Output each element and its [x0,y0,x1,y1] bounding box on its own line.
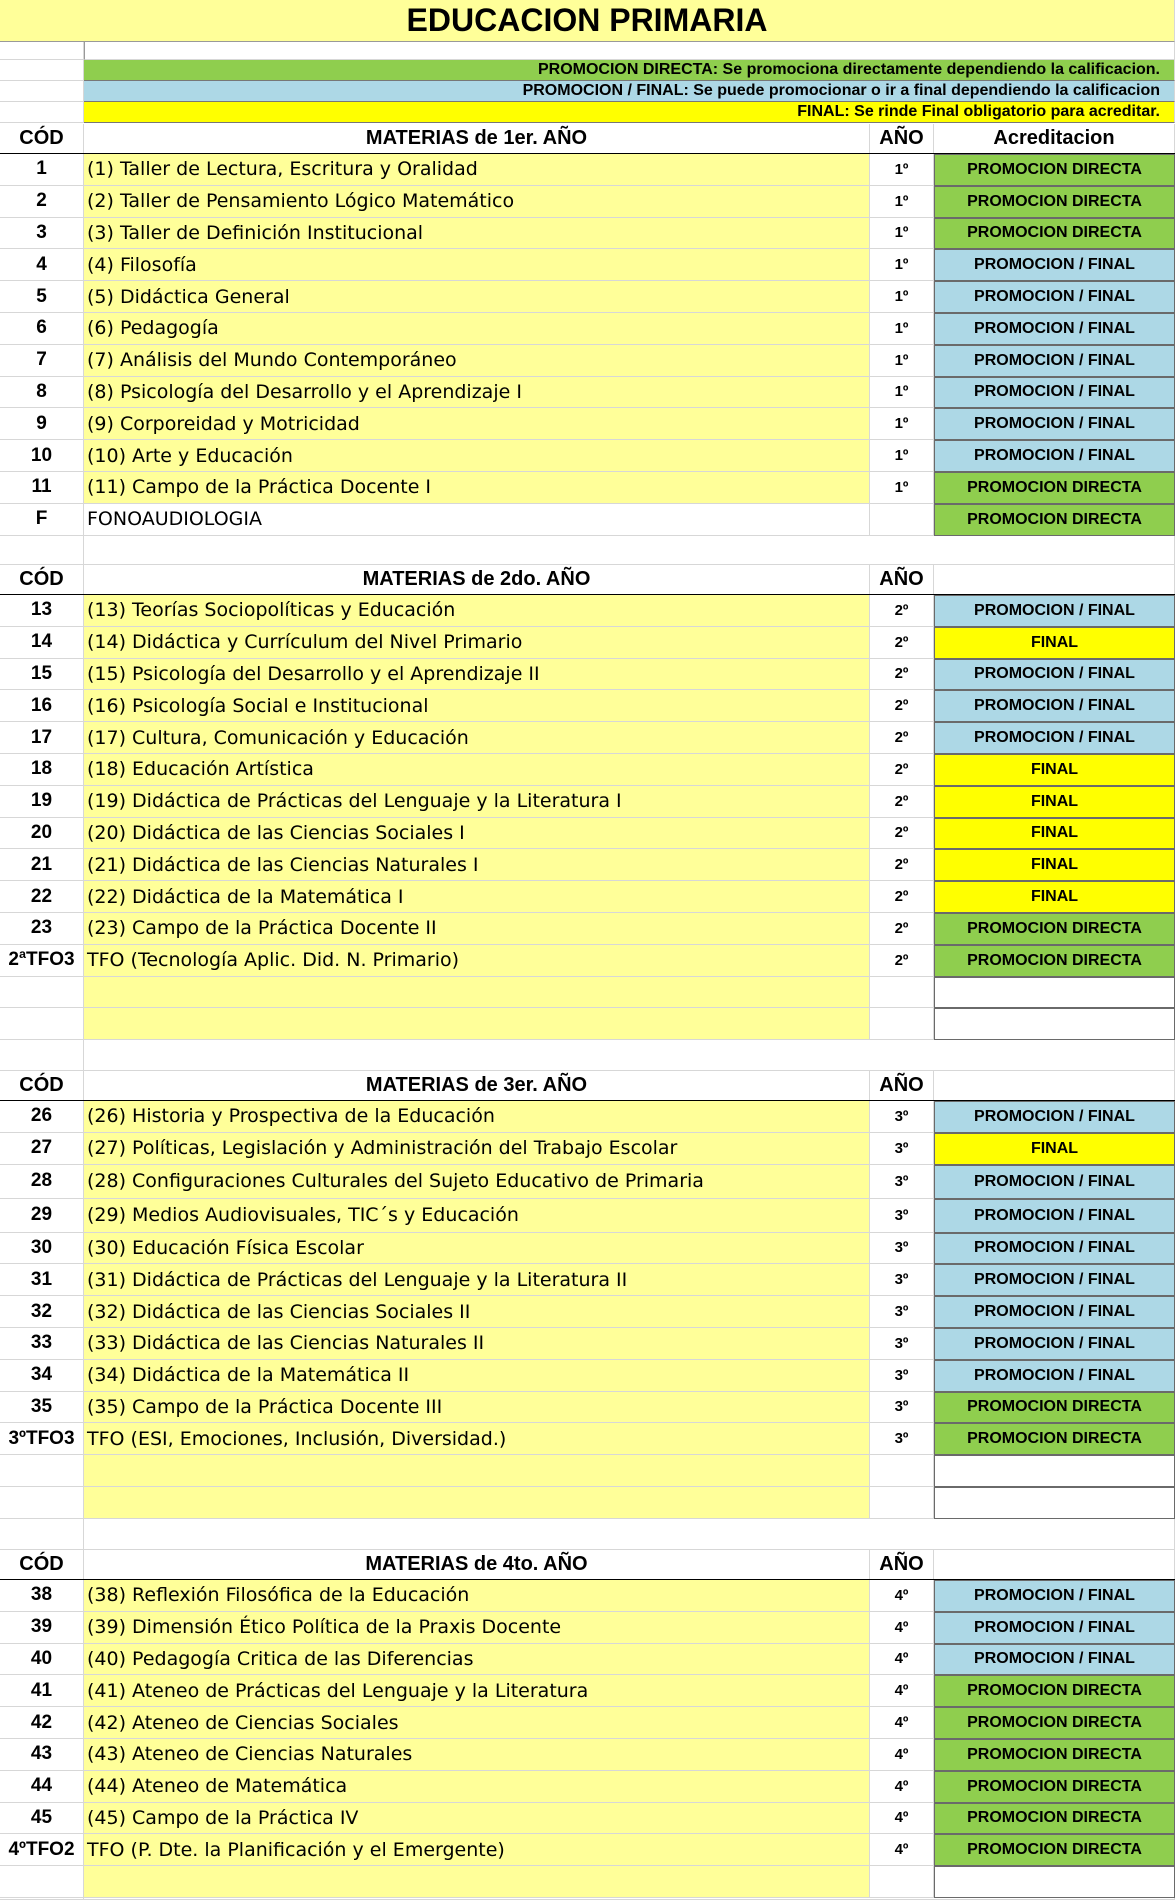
cell-year: 4º [870,1739,934,1771]
cell-subject[interactable]: (6) Pedagogía [84,313,870,345]
cell-year [870,1455,934,1487]
cell-code: 43 [0,1739,84,1771]
cell-year: 2º [870,595,934,627]
cell-subject[interactable]: (10) Arte y Educación [84,440,870,472]
cell-code [0,1455,84,1487]
cell-subject[interactable]: (39) Dimensión Ético Política de la Praxis Docente [84,1612,870,1644]
cell-code: 16 [0,690,84,722]
cell-subject[interactable]: (43) Ateneo de Ciencias Naturales [84,1739,870,1771]
header-year: AÑO [870,124,934,154]
cell-year: 2º [870,754,934,786]
cell-code: 19 [0,786,84,818]
cell-subject[interactable]: (33) Didáctica de las Ciencias Naturales II [84,1328,870,1360]
accreditation-badge-promocion-directa: PROMOCION DIRECTA [934,1771,1175,1803]
cell-accreditation [934,1487,1175,1519]
cell-subject[interactable]: (2) Taller de Pensamiento Lógico Matemático [84,186,870,218]
cell-year: 2º [870,818,934,850]
cell-code: 41 [0,1675,84,1707]
accreditation-badge-promocion-final: PROMOCION / FINAL [934,1296,1175,1328]
accreditation-badge-promocion-directa: PROMOCION DIRECTA [934,1834,1175,1866]
cell-year: 4º [870,1834,934,1866]
cell-subject [84,1487,870,1519]
cell-year: 2º [870,722,934,754]
header-code: CÓD [0,565,84,595]
grid-cell [84,1519,1175,1550]
cell-code: 10 [0,440,84,472]
cell-subject[interactable]: (23) Campo de la Práctica Docente II [84,913,870,945]
cell-subject[interactable]: (42) Ateneo de Ciencias Sociales [84,1707,870,1739]
accreditation-badge-promocion-directa: PROMOCION DIRECTA [934,1803,1175,1835]
cell-subject[interactable]: (38) Reflexión Filosófica de la Educación [84,1580,870,1612]
cell-code [0,1866,84,1898]
cell-subject[interactable]: FONOAUDIOLOGIA [84,504,870,536]
accreditation-badge-promocion-final: PROMOCION / FINAL [934,1328,1175,1360]
cell-year: 1º [870,186,934,218]
cell-code: 15 [0,659,84,691]
cell-subject[interactable]: (27) Políticas, Legislación y Administración del Trabajo Escolar [84,1133,870,1165]
cell-accreditation [934,1866,1175,1898]
grid-cell [84,536,1175,565]
header-code: CÓD [0,1550,84,1580]
cell-code: 18 [0,754,84,786]
cell-year: 2º [870,849,934,881]
accreditation-badge-promocion-final: PROMOCION / FINAL [934,345,1175,377]
cell-year: 3º [870,1392,934,1424]
accreditation-badge-promocion-directa: PROMOCION DIRECTA [934,1392,1175,1424]
accreditation-badge-promocion-directa: PROMOCION DIRECTA [934,913,1175,945]
cell-year: 1º [870,249,934,281]
cell-subject[interactable]: TFO (ESI, Emociones, Inclusión, Diversidad.) [84,1423,870,1455]
cell-year: 4º [870,1707,934,1739]
accreditation-badge-promocion-final: PROMOCION / FINAL [934,1199,1175,1233]
cell-year: 4º [870,1644,934,1676]
legend-promocion-directa: PROMOCION DIRECTA: Se promociona directamente dependiendo la calificacion. [84,60,1175,81]
cell-year: 1º [870,281,934,313]
cell-subject[interactable]: (22) Didáctica de la Matemática I [84,881,870,913]
cell-subject[interactable]: (34) Didáctica de la Matemática II [84,1360,870,1392]
cell-code: 39 [0,1612,84,1644]
cell-subject[interactable]: (17) Cultura, Comunicación y Educación [84,722,870,754]
cell-code: 2ªTFO3 [0,945,84,977]
accreditation-badge-promocion-final: PROMOCION / FINAL [934,249,1175,281]
cell-year: 3º [870,1165,934,1199]
cell-code: 40 [0,1644,84,1676]
cell-code: 14 [0,627,84,659]
cell-year: 3º [870,1133,934,1165]
cell-code: 11 [0,472,84,504]
cell-code: 32 [0,1296,84,1328]
grid-cell [0,81,84,102]
cell-subject[interactable]: (13) Teorías Sociopolíticas y Educación [84,595,870,627]
cell-subject[interactable]: (20) Didáctica de las Ciencias Sociales I [84,818,870,850]
accreditation-badge-promocion-final: PROMOCION / FINAL [934,1580,1175,1612]
cell-code: 2 [0,186,84,218]
cell-year: 3º [870,1101,934,1133]
cell-year: 2º [870,913,934,945]
cell-subject[interactable]: (3) Taller de Definición Institucional [84,218,870,250]
header-accreditation [934,1071,1175,1101]
cell-subject[interactable]: (28) Configuraciones Culturales del Sujeto Educativo de Primaria [84,1165,870,1199]
cell-year: 1º [870,218,934,250]
header-accreditation [934,1550,1175,1580]
accreditation-badge-promocion-final: PROMOCION / FINAL [934,722,1175,754]
accreditation-badge-final: FINAL [934,786,1175,818]
cell-subject [84,1866,870,1898]
cell-subject[interactable]: TFO (Tecnología Aplic. Did. N. Primario) [84,945,870,977]
cell-code: 30 [0,1233,84,1265]
accreditation-badge-promocion-final: PROMOCION / FINAL [934,595,1175,627]
cell-subject[interactable]: (35) Campo de la Práctica Docente III [84,1392,870,1424]
legend-final: FINAL: Se rinde Final obligatorio para acreditar. [84,102,1175,123]
cell-subject[interactable]: (4) Filosofía [84,249,870,281]
cell-subject[interactable]: (41) Ateneo de Prácticas del Lenguaje y la Literatura [84,1675,870,1707]
cell-code: 5 [0,281,84,313]
cell-year: 1º [870,154,934,186]
page-title: EDUCACION PRIMARIA [0,0,1175,42]
accreditation-badge-promocion-directa: PROMOCION DIRECTA [934,154,1175,186]
cell-year [870,504,934,536]
grid-cell [0,1519,84,1550]
accreditation-badge-promocion-final: PROMOCION / FINAL [934,281,1175,313]
cell-code: 22 [0,881,84,913]
cell-year: 3º [870,1199,934,1233]
cell-code: 9 [0,408,84,440]
cell-subject[interactable]: (45) Campo de la Práctica IV [84,1803,870,1835]
cell-year: 3º [870,1328,934,1360]
cell-code: 3 [0,218,84,250]
accreditation-badge-promocion-final: PROMOCION / FINAL [934,377,1175,409]
accreditation-badge-promocion-final: PROMOCION / FINAL [934,313,1175,345]
accreditation-badge-promocion-directa: PROMOCION DIRECTA [934,472,1175,504]
cell-accreditation [934,1455,1175,1487]
accreditation-badge-promocion-final: PROMOCION / FINAL [934,1612,1175,1644]
cell-subject[interactable]: (18) Educación Artística [84,754,870,786]
cell-subject[interactable]: (5) Didáctica General [84,281,870,313]
cell-year: 2º [870,690,934,722]
accreditation-badge-promocion-final: PROMOCION / FINAL [934,1233,1175,1265]
cell-year: 2º [870,945,934,977]
cell-subject[interactable]: (40) Pedagogía Critica de las Diferencias [84,1644,870,1676]
cell-accreditation [934,1008,1175,1040]
accreditation-badge-promocion-directa: PROMOCION DIRECTA [934,1707,1175,1739]
header-accreditation: Acreditacion [934,124,1175,154]
cell-year: 3º [870,1264,934,1296]
header-subject: MATERIAS de 1er. AÑO [84,124,870,154]
cell-subject[interactable]: (32) Didáctica de las Ciencias Sociales II [84,1296,870,1328]
header-year: AÑO [870,1550,934,1580]
cell-code: 3ºTFO3 [0,1423,84,1455]
cell-subject[interactable]: (9) Corporeidad y Motricidad [84,408,870,440]
grid-cell [0,42,84,60]
header-code: CÓD [0,124,84,154]
grid-cell [0,536,84,565]
cell-subject [84,977,870,1009]
cell-year: 3º [870,1233,934,1265]
accreditation-badge-promocion-directa: PROMOCION DIRECTA [934,1675,1175,1707]
header-year: AÑO [870,565,934,595]
cell-code: 33 [0,1328,84,1360]
cell-code: 7 [0,345,84,377]
cell-subject[interactable]: (7) Análisis del Mundo Contemporáneo [84,345,870,377]
accreditation-badge-promocion-final: PROMOCION / FINAL [934,1165,1175,1199]
cell-code: 20 [0,818,84,850]
header-year: AÑO [870,1071,934,1101]
cell-subject[interactable]: (11) Campo de la Práctica Docente I [84,472,870,504]
accreditation-badge-promocion-final: PROMOCION / FINAL [934,690,1175,722]
cell-year: 3º [870,1296,934,1328]
accreditation-badge-promocion-final: PROMOCION / FINAL [934,1644,1175,1676]
accreditation-badge-final: FINAL [934,754,1175,786]
cell-subject[interactable]: (29) Medios Audiovisuales, TIC´s y Educación [84,1199,870,1233]
cell-subject[interactable]: (19) Didáctica de Prácticas del Lenguaje y la Literatura I [84,786,870,818]
cell-year [870,977,934,1009]
cell-code: 13 [0,595,84,627]
cell-year [870,1866,934,1898]
cell-code: 42 [0,1707,84,1739]
accreditation-badge-promocion-final: PROMOCION / FINAL [934,1101,1175,1133]
header-subject: MATERIAS de 3er. AÑO [84,1071,870,1101]
cell-year [870,1487,934,1519]
cell-subject [84,1455,870,1487]
cell-year: 1º [870,472,934,504]
cell-subject [84,1008,870,1040]
cell-year: 1º [870,313,934,345]
header-subject: MATERIAS de 2do. AÑO [84,565,870,595]
cell-subject[interactable]: (16) Psicología Social e Institucional [84,690,870,722]
accreditation-badge-promocion-final: PROMOCION / FINAL [934,1360,1175,1392]
cell-code: 29 [0,1199,84,1233]
header-subject: MATERIAS de 4to. AÑO [84,1550,870,1580]
cell-year: 4º [870,1612,934,1644]
cell-subject[interactable]: (14) Didáctica y Currículum del Nivel Primario [84,627,870,659]
legend-promocion-final: PROMOCION / FINAL: Se puede promocionar o ir a final dependiendo la calificacion [84,81,1175,102]
cell-code [0,977,84,1009]
cell-subject[interactable]: (15) Psicología del Desarrollo y el Aprendizaje II [84,659,870,691]
cell-code: 38 [0,1580,84,1612]
cell-code [0,1008,84,1040]
accreditation-badge-final: FINAL [934,1133,1175,1165]
cell-code: 28 [0,1165,84,1199]
cell-year: 4º [870,1771,934,1803]
accreditation-badge-promocion-final: PROMOCION / FINAL [934,659,1175,691]
cell-code [0,1487,84,1519]
cell-subject[interactable]: (26) Historia y Prospectiva de la Educación [84,1101,870,1133]
header-code: CÓD [0,1071,84,1101]
cell-year: 2º [870,786,934,818]
cell-code: 21 [0,849,84,881]
cell-code: 1 [0,154,84,186]
cell-code: 31 [0,1264,84,1296]
cell-year: 2º [870,627,934,659]
accreditation-badge-final: FINAL [934,627,1175,659]
accreditation-badge-promocion-directa: PROMOCION DIRECTA [934,1739,1175,1771]
accreditation-badge-promocion-directa: PROMOCION DIRECTA [934,186,1175,218]
cell-code: 6 [0,313,84,345]
cell-code: 34 [0,1360,84,1392]
cell-year: 1º [870,408,934,440]
cell-code: 23 [0,913,84,945]
grid-cell [84,1040,1175,1071]
accreditation-badge-final: FINAL [934,818,1175,850]
accreditation-badge-promocion-final: PROMOCION / FINAL [934,1264,1175,1296]
cell-subject[interactable]: (8) Psicología del Desarrollo y el Aprendizaje I [84,377,870,409]
grid-cell [0,102,84,123]
cell-subject[interactable]: (44) Ateneo de Matemática [84,1771,870,1803]
cell-year: 3º [870,1360,934,1392]
cell-year: 2º [870,881,934,913]
header-accreditation [934,565,1175,595]
cell-code: F [0,504,84,536]
cell-year: 4º [870,1803,934,1835]
accreditation-badge-promocion-directa: PROMOCION DIRECTA [934,504,1175,536]
cell-year: 3º [870,1423,934,1455]
cell-subject[interactable]: (21) Didáctica de las Ciencias Naturales I [84,849,870,881]
cell-subject[interactable]: (31) Didáctica de Prácticas del Lenguaje y la Literatura II [84,1264,870,1296]
cell-year: 1º [870,377,934,409]
grid-cell [84,42,1175,60]
grid-cell [0,1040,84,1071]
cell-code: 4ºTFO2 [0,1834,84,1866]
cell-code: 17 [0,722,84,754]
cell-subject[interactable]: TFO (P. Dte. la Planificación y el Emergente) [84,1834,870,1866]
cell-accreditation [934,977,1175,1009]
accreditation-badge-promocion-final: PROMOCION / FINAL [934,408,1175,440]
cell-year: 1º [870,440,934,472]
cell-code: 35 [0,1392,84,1424]
accreditation-badge-final: FINAL [934,849,1175,881]
cell-year [870,1008,934,1040]
cell-code: 26 [0,1101,84,1133]
cell-year: 1º [870,345,934,377]
accreditation-badge-final: FINAL [934,881,1175,913]
cell-subject[interactable]: (30) Educación Física Escolar [84,1233,870,1265]
cell-year: 4º [870,1675,934,1707]
accreditation-badge-promocion-directa: PROMOCION DIRECTA [934,1423,1175,1455]
cell-code: 45 [0,1803,84,1835]
grid-cell [0,60,84,81]
cell-code: 44 [0,1771,84,1803]
cell-year: 4º [870,1580,934,1612]
accreditation-badge-promocion-directa: PROMOCION DIRECTA [934,945,1175,977]
cell-year: 2º [870,659,934,691]
cell-subject[interactable]: (1) Taller de Lectura, Escritura y Oralidad [84,154,870,186]
cell-code: 27 [0,1133,84,1165]
cell-code: 8 [0,377,84,409]
accreditation-badge-promocion-directa: PROMOCION DIRECTA [934,218,1175,250]
accreditation-badge-promocion-final: PROMOCION / FINAL [934,440,1175,472]
cell-code: 4 [0,249,84,281]
